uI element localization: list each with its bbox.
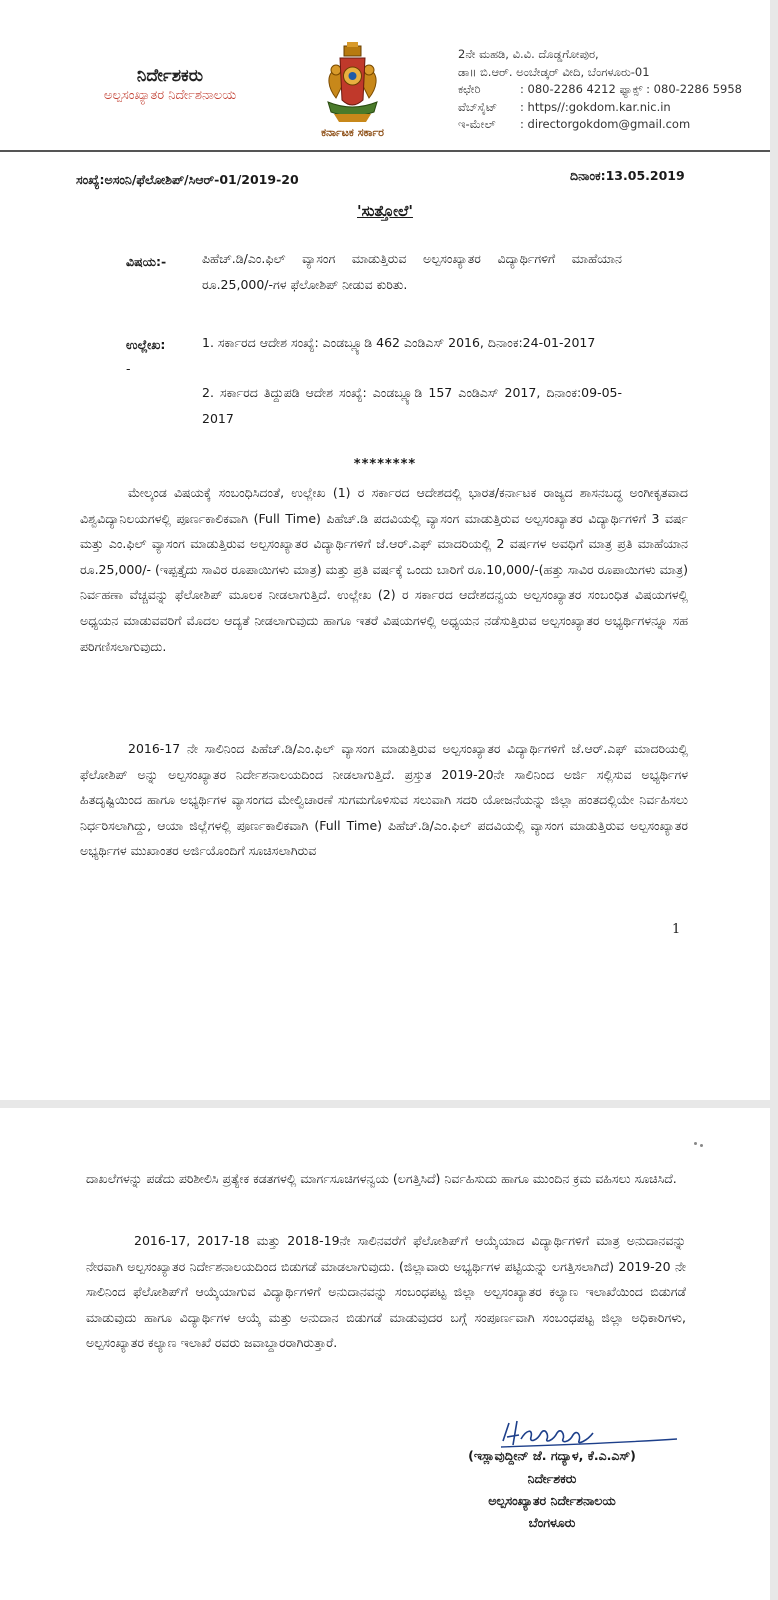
section-separator: ******** — [353, 457, 417, 472]
address-line-1: 2ನೇ ಮಹಡಿ, ವಿ.ವಿ. ದೊಡ್ಡಗೋಪುರ, — [458, 47, 599, 61]
letterhead-title: ನಿರ್ದೇಶಕರು — [136, 66, 204, 86]
reference-number: ಸಂಖ್ಯೆ:ಅಸಂನಿ/ಫೆಲೋಶಿಪ್/ಸಿಆರ್-01/2019-20 — [76, 172, 299, 187]
website-label: ವೆಬ್‌ಸೈಟ್ — [458, 99, 498, 114]
email-label: ಇ-ಮೇಲ್ — [458, 117, 496, 131]
signatory-name: (ಇಸ್ಲಾವುದ್ದೀನ್ ಜೆ. ಗದ್ಯಾಳ, ಕೆ.ಎ.ಎಸ್) — [468, 1448, 636, 1463]
phone-row — [458, 81, 742, 99]
circular-heading: 'ಸುತ್ತೋಲೆ' — [357, 202, 413, 220]
letterhead-divider — [0, 150, 770, 152]
reference-label: ಉಲ್ಲೇಖ: — [126, 337, 166, 352]
page-gap — [0, 1100, 778, 1108]
reference-2: 2. ಸರ್ಕಾರದ ತಿದ್ದುಪಡಿ ಆದೇಶ ಸಂಖ್ಯೆ: ಎಂಡಬ್ಲ್ಯೂಡಿ 157 ಎಂಡಿಎಸ್ 2017, ದಿನಾಂಕ:09-05-2017 — [202, 385, 622, 426]
signatory-designation: ನಿರ್ದೇಶಕರು — [527, 1471, 577, 1486]
scan-speck — [694, 1142, 697, 1145]
signatory-city: ಬೆಂಗಳೂರು — [528, 1515, 576, 1530]
paragraph-1: ಮೇಲ್ಕಂಡ ವಿಷಯಕ್ಕೆ ಸಂಬಂಧಿಸಿದಂತೆ, ಉಲ್ಲೇಖ (1) ರ ಸರ್ಕಾರದ ಆದೇಶದಲ್ಲಿ ಭಾರತ/ಕರ್ನಾಟಕ ರಾಜ್ಯದ ಶಾಸನಬದ್ಧ ಅಂಗೀಕೃತವಾದ ವಿಶ್ವವಿದ್ಯಾನಿಲಯಗಳಲ್ಲಿ ಪೂರ್ಣಕಾಲಿಕವಾಗಿ (Full Time) ಪಿಹೆಚ್.ಡಿ ಪದವಿಯಲ್ಲಿ ವ್ಯಾಸಂಗ ಮಾಡುತ್ತಿರುವ ಅಲ್ಪಸಂಖ್ಯಾತರ ವಿದ್ಯಾರ್ಥಿಗಳಿಗೆ 3 ವರ್ಷ ಮತ್ತು ಎಂ.ಫಿಲ್ ವ್ಯಾಸಂಗ ಮಾಡುತ್ತಿರುವ ಅಲ್ಪಸಂಖ್ಯಾತರ ವಿದ್ಯಾರ್ಥಿಗಳಿಗೆ ಜೆ.ಆರ್.ಎಫ್ ಮಾದರಿಯಲ್ಲಿ 2 ವರ್ಷಗಳ ಅವಧಿಗೆ ಮಾತ್ರ ಪ್ರತಿ ಮಾಹೆಯಾನ ರೂ.25,000/- (ಇಪ್ಪತ್ತೈದು ಸಾವಿರ ರೂಪಾಯಿಗಳು ಮಾತ್ರ) ಮತ್ತು ಪ್ರತಿ ವರ್ಷಕ್ಕೆ ಒಂದು ಬಾರಿಗೆ ರೂ.10,000/-(ಹತ್ತು ಸಾವಿರ ರೂಪಾಯಿಗಳು ಮಾತ್ರ) ನಿರ್ವಹಣಾ ವೆಚ್ಚವನ್ನು ಫೆಲೋಶಿಪ್ ಮೂಲಕ ನೀಡಲಾಗುತ್ತಿದೆ. ಉಲ್ಲೇಖ (2) ರ ಸರ್ಕಾರದ ಆದೇಶದನ್ವಯ ಅಲ್ಪಸಂಖ್ಯಾತರ ಸಂಬಂಧಿತ ವಿಷಯಗಳಲ್ಲಿ ಅಧ್ಯಯನ ಮಾಡುವವರಿಗೆ ಮೊದಲ ಆದ್ಯತೆ ನೀಡಲಾಗುವುದು ಹಾಗೂ ಇತರೆ ವಿಷಯಗಳಲ್ಲಿ ಅಧ್ಯಯನ ನಡೆಸುತ್ತಿರುವ ಅಲ್ಪಸಂಖ್ಯಾತರ ಅಭ್ಯರ್ಥಿಗಳನ್ನೂ ಸಹ ಪರಿಗಣಿಸಲಾಗುವುದು. — [80, 485, 688, 654]
letterhead-subtitle: ಅಲ್ಪಸಂಖ್ಯಾತರ ನಿರ್ದೇಶನಾಲಯ — [103, 88, 237, 103]
paragraph-4: 2016-17, 2017-18 ಮತ್ತು 2018-19ನೇ ಸಾಲಿನವರೆಗೆ ಫೆಲೋಶಿಪ್‌ಗೆ ಆಯ್ಕೆಯಾದ ವಿದ್ಯಾರ್ಥಿಗಳಿಗೆ ಮಾತ್ರ ಅನುದಾನವನ್ನು ನೇರವಾಗಿ ಅಲ್ಪಸಂಖ್ಯಾತರ ನಿರ್ದೇಶನಾಲಯದಿಂದ ಬಿಡುಗಡೆ ಮಾಡಲಾಗುವುದು. (ಜಿಲ್ಲಾವಾರು ಅಭ್ಯರ್ಥಿಗಳ ಪಟ್ಟಿಯನ್ನು ಲಗತ್ತಿಸಲಾಗಿದೆ) 2019-20 ನೇ ಸಾಲಿನಿಂದ ಫೆಲೋಶಿಪ್‌ಗೆ ಆಯ್ಕೆಯಾಗುವ ವಿದ್ಯಾರ್ಥಿಗಳಿಗೆ ಅನುದಾನವನ್ನು ಸಂಬಂಧಪಟ್ಟ ಜಿಲ್ಲಾ ಅಲ್ಪಸಂಖ್ಯಾತರ ಕಲ್ಯಾಣ ಇಲಾಖೆಯಿಂದ ಬಿಡುಗಡೆ ಮಾಡುವುದು ಹಾಗೂ ವಿದ್ಯಾರ್ಥಿಗಳ ಆಯ್ಕೆ ಮತ್ತು ಅನುದಾನ ಬಿಡುಗಡೆ ಮಾಡುವುದರ ಬಗ್ಗೆ ಸಂಪೂರ್ಣವಾಗಿ ಸಂಬಂಧಪಟ್ಟ ಜಿಲ್ಲಾ ಅಧಿಕಾರಿಗಳು, ಅಲ್ಪಸಂಖ್ಯಾತರ ಕಲ್ಯಾಣ ಇಲಾಖೆ ರವರು ಜವಾಬ್ದಾರರಾಗಿರುತ್ತಾರೆ. — [86, 1233, 686, 1351]
letterhead-office — [60, 66, 280, 103]
email-row — [458, 116, 742, 134]
email-value[interactable]: : directorgokdom@gmail.com — [520, 117, 691, 131]
page-number: 1 — [672, 922, 681, 937]
letterhead-contact — [458, 46, 742, 134]
address-line-2: ಡಾ॥ ಬಿ.ಆರ್. ಅಂಬೇಡ್ಕರ್ ವೀದಿ, ಬೆಂಗಳೂರು-01 — [458, 64, 650, 79]
reference-dash: - — [126, 361, 131, 376]
paragraph-2: 2016-17 ನೇ ಸಾಲಿನಿಂದ ಪಿಹೆಚ್.ಡಿ/ಎಂ.ಫಿಲ್ ವ್ಯಾಸಂಗ ಮಾಡುತ್ತಿರುವ ಅಲ್ಪಸಂಖ್ಯಾತರ ವಿದ್ಯಾರ್ಥಿಗಳಿಗೆ ಜೆ.ಆರ್.ಎಫ್ ಮಾದರಿಯಲ್ಲಿ ಫೆಲೋಶಿಪ್ ಅನ್ನು ಅಲ್ಪಸಂಖ್ಯಾತರ ನಿರ್ದೇಶನಾಲಯದಿಂದ ನೀಡಲಾಗುತ್ತಿದೆ. ಪ್ರಸ್ತುತ 2019-20ನೇ ಸಾಲಿನಿಂದ ಅರ್ಜಿ ಸಲ್ಲಿಸುವ ಅಭ್ಯರ್ಥಿಗಳ ಹಿತದೃಷ್ಟಿಯಿಂದ ಹಾಗೂ ಅಭ್ಯರ್ಥಿಗಳ ವ್ಯಾಸಂಗದ ಮೇಲ್ವಿಚಾರಣೆ ಸುಗಮಗೊಳಿಸುವ ಸಲುವಾಗಿ ಸದರಿ ಯೋಜನೆಯನ್ನು ಜಿಲ್ಲಾ ಹಂತದಲ್ಲಿಯೇ ನಿರ್ವಹಿಸಲು ನಿರ್ಧರಿಸಲಾಗಿದ್ದು, ಆಯಾ ಜಿಲ್ಲೆಗಳಲ್ಲಿ ಪೂರ್ಣಕಾಲಿಕವಾಗಿ (Full Time) ಪಿಹೆಚ್.ಡಿ/ಎಂ.ಫಿಲ್ ಪದವಿಯಲ್ಲಿ ವ್ಯಾಸಂಗ ಮಾಡುತ್ತಿರುವ ಅಲ್ಪಸಂಖ್ಯಾತರ ಅಭ್ಯರ್ಥಿಗಳ ಮುಖಾಂತರ ಅರ್ಜಿಯೊಂದಿಗೆ ಸೂಚಿಸಲಾಗಿರುವ — [80, 741, 688, 859]
scan-speck — [700, 1144, 703, 1147]
phone-label: ಕಛೇರಿ — [458, 82, 481, 96]
paragraph-3: ದಾಖಲೆಗಳನ್ನು ಪಡೆದು ಪರಿಶೀಲಿಸಿ ಪ್ರತ್ಯೇಕ ಕಡತಗಳಲ್ಲಿ ಮಾರ್ಗಸೂಚಿಗಳನ್ವಯ (ಲಗತ್ತಿಸಿದೆ) ನಿರ್ವಹಿಸುದು ಹಾಗೂ ಮುಂದಿನ ಕ್ರಮ ವಹಿಸಲು ಸೂಚಿಸಿದೆ. — [86, 1171, 677, 1186]
document-date: ದಿನಾಂಕ:13.05.2019 — [570, 168, 685, 183]
website-value[interactable]: : https//:gokdom.kar.nic.in — [520, 99, 671, 114]
signatory-office: ಅಲ್ಪಸಂಖ್ಯಾತರ ನಿರ್ದೇಶನಾಲಯ — [488, 1493, 616, 1508]
website-row — [458, 99, 742, 117]
reference-1: 1. ಸರ್ಕಾರದ ಆದೇಶ ಸಂಖ್ಯೆ: ಎಂಡಬ್ಲ್ಯೂಡಿ 462 ಎಂಡಿಎಸ್ 2016, ದಿನಾಂಕ:24-01-2017 — [202, 335, 596, 350]
subject-text: ಪಿಹೆಚ್.ಡಿ/ಎಂ.ಫಿಲ್ ವ್ಯಾಸಂಗ ಮಾಡುತ್ತಿರುವ ಅಲ್ಪಸಂಖ್ಯಾತರ ವಿದ್ಯಾರ್ಥಿಗಳಿಗೆ ಮಾಹೆಯಾನ ರೂ.25,000/-ಗಳ ಫೆಲೋಶಿಪ್ ನೀಡುವ ಕುರಿತು. — [202, 251, 622, 292]
emblem-caption: ಕರ್ನಾಟಕ ಸರ್ಕಾರ — [321, 126, 384, 139]
subject-label: ವಿಷಯ:- — [126, 254, 167, 269]
phone-value: : 080-2286 4212 ಫ್ಯಾಕ್ಸ್ : 080-2286 5958 — [520, 82, 742, 96]
